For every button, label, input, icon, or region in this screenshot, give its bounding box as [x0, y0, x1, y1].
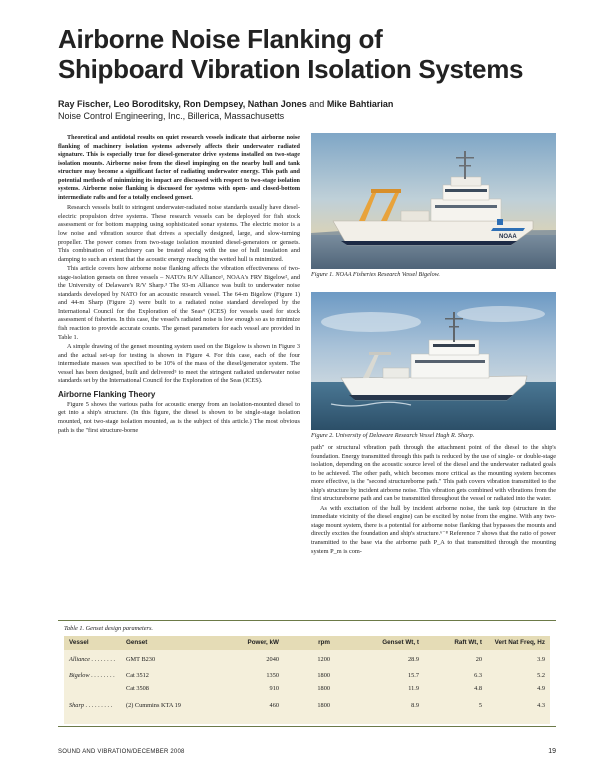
- table-header-row: [64, 636, 550, 650]
- table-cell: 20: [475, 656, 482, 663]
- ship-sharp-image: [311, 292, 556, 430]
- table-row: [64, 685, 550, 695]
- table-header-cell: Vessel: [69, 639, 89, 646]
- table-cell: 4.9: [537, 685, 545, 692]
- authors-last: Mike Bahtiarian: [326, 99, 394, 109]
- table-cell: Cat 3512: [126, 672, 149, 679]
- table-body: [64, 636, 550, 724]
- table-header-cell: rpm: [318, 639, 330, 646]
- table-cell: Cat 3508: [126, 685, 149, 692]
- table-cell: 11.9: [408, 685, 419, 692]
- figure-1-caption: Figure 1. NOAA Fisheries Research Vessel Bigelow.: [311, 271, 440, 278]
- authors-main: Ray Fischer, Leo Boroditsky, Ron Dempsey, Nathan Jones: [58, 99, 307, 109]
- title-line-2: Shipboard Vibration Isolation Systems: [58, 54, 524, 84]
- table-cell: 1200: [317, 656, 330, 663]
- ship-bigelow-image: [311, 133, 556, 269]
- body-paragraph: Figure 5 shows the various paths for acoustic energy from an isolation-mounted diesel to get into a ship's structure. (In this figure, the diesel is shown to be single-stage isolation mounted, not two-stage isolation mounted, as is the subject of this article.) The most obvious path is the "first structure-borne: [58, 400, 300, 434]
- table-cell: (2) Cummins KTA 19: [126, 702, 181, 709]
- table-header-cell: Vert Nat Freq, Hz: [494, 639, 545, 646]
- right-column: [311, 444, 556, 557]
- table-row: [64, 702, 550, 712]
- body-paragraph: As with excitation of the hull by incident airborne noise, the tank top (structure in the immediate vicinity of the diesel engine) can be excited by noise from the engine. With any two-stage mount system, there is a potential for airborne noise flanking that bypasses the mounts and directly excites the foundation and ship's structure.⁶⁻⁸ Reference 7 shows that the ratio of power transmitted to the base via the airborne path P_A to that transmitted through the mounting system P_m is com-: [311, 504, 556, 555]
- table-cell: 1800: [317, 685, 330, 692]
- table-cell: 1350: [266, 672, 279, 679]
- authors: [58, 98, 558, 110]
- table-cell: 5: [478, 702, 482, 709]
- hull-mark: NOAA: [499, 234, 517, 240]
- body-paragraph: A simple drawing of the genset mounting system used on the Bigelow is shown in Figure 3 and the actual set-up for testing is shown in Figure 4. For this case, each of the four intermediate masses was specified to be 10% of the mass of the diesel/generator system. The vessel has been designed, built and delivered⁵ to meet the stringent radiated underwater noise standards set by the International Council for the Exploration of the Seas (ICES).: [58, 343, 300, 385]
- article-title: [58, 24, 558, 84]
- table-cell: GMT B230: [126, 656, 156, 663]
- table-header-cell: Power, kW: [247, 639, 279, 646]
- body-paragraph: Research vessels built to stringent underwater-radiated noise standards usually have diesel-electric propulsion drive systems. These research vessels can be deployed for fish stock assessment or for bottom mapping using sophisticated sonar systems. The electric motor is a low noise and vibration source that drives a specially designed, large, and slow-turning propeller. The power comes from two-stage isolation mounted diesel-generators or gensets. This combination of machinery can be treated along with the use of hull insulation and damping to such an extent that the acoustic energy reaching the wetted hull is minimized.: [58, 204, 300, 263]
- left-column: [58, 134, 300, 436]
- table-cell: 3.9: [537, 656, 545, 663]
- table-cell: 910: [269, 685, 279, 692]
- journal-footer: SOUND AND VIBRATION/DECEMBER 2008: [58, 749, 185, 755]
- table-cell: 460: [269, 702, 279, 709]
- figure-1-photo: [311, 133, 556, 269]
- table-cell: 15.7: [407, 672, 419, 679]
- page-number: 19: [548, 748, 556, 755]
- table-cell: 5.2: [537, 672, 545, 679]
- table-cell: 4.8: [474, 685, 482, 692]
- table-cell: Bigelow . . . . . . . .: [69, 672, 115, 679]
- table-cell: 2040: [266, 656, 279, 663]
- table-header-cell: Genset: [126, 639, 148, 646]
- table-header-cell: Genset Wt, t: [382, 639, 419, 646]
- table-cell: 8.9: [411, 702, 419, 709]
- table-cell: 28.9: [407, 656, 419, 663]
- body-paragraph: This article covers how airborne noise flanking affects the vibration effectiveness of two-stage-isolation gensets on three vessels – NATO's R/V Alliance¹, NOAA's FRV Bigelow², and the University of Delaware's R/V Sharp.³ The 93-m Alliance was built to underwater noise standards developed by NATO for an acoustic research vessel. The 64-m Bigelow (Figure 1) and 44-m Sharp (Figure 2) were built to a radiated noise standard developed by the International Council for the Exploration of the Seas⁴ (ICES) for vessels used for stock assessment of fisheries. In this case, the vessel's radiated noise is low enough so as to minimize fish reaction to provide accurate counts. The genset parameters for each vessel are provided in Table 1.: [58, 265, 300, 341]
- table-cell: Alliance . . . . . . . .: [69, 656, 116, 663]
- table-cell: 1800: [317, 702, 330, 709]
- figure-2-caption: Figure 2. University of Delaware Research Vessel Hugh R. Sharp.: [311, 432, 475, 439]
- table-cell: 4.3: [537, 702, 545, 709]
- body-paragraph: path" or structural vibration path through the attachment point of the diesel to the ship's foundation. Energy transmitted through this path is reduced by the use of single- or double-stage isolation, depending on the acoustic source level of the diesel and the underwater radiated goals to be achieved. The other path, which becomes more critical as the mounting system becomes more effective, is the "second structureborne path." This path covers vibration transmitted to the ship's structure by incident airborne noise. This vibration gets combined with vibrations from the first structureborne path and can be transmitted throughout the vessel or radiated into the water.: [311, 444, 556, 503]
- table-cell: 1800: [317, 672, 330, 679]
- table-row: [64, 656, 550, 666]
- section-heading: Airborne Flanking Theory: [58, 389, 156, 399]
- figure-2-photo: [311, 292, 556, 430]
- affiliation: Noise Control Engineering, Inc., Billerica, Massachusetts: [58, 111, 285, 121]
- abstract: Theoretical and antidotal results on quiet research vessels indicate that airborne noise flanking of machinery isolation systems adversely affects their underwater radiated signature. This is especially true for diesel-generator drive systems installed on two-stage isolation mounts. Airborne noise from the diesel impinging on the nearby hull and tank structure may become a significant factor of radiating underwater energy. This path and potential methods of minimizing its impact are discussed with respect to two-stage isolation systems. Airborne noise flanking is discussed for systems with open- and closed-bottom intermediate rafts and for a totally enclosed genset.: [58, 134, 300, 201]
- table-header-cell: Raft Wt, t: [454, 639, 482, 646]
- table-row: [64, 672, 550, 682]
- title-line-1: Airborne Noise Flanking of: [58, 24, 383, 54]
- table-cell: Sharp . . . . . . . . .: [69, 702, 113, 709]
- table-1: [58, 620, 556, 727]
- table-cell: 6.3: [474, 672, 482, 679]
- table-title: Table 1. Genset design parameters.: [64, 625, 153, 632]
- authors-and: and: [309, 99, 325, 109]
